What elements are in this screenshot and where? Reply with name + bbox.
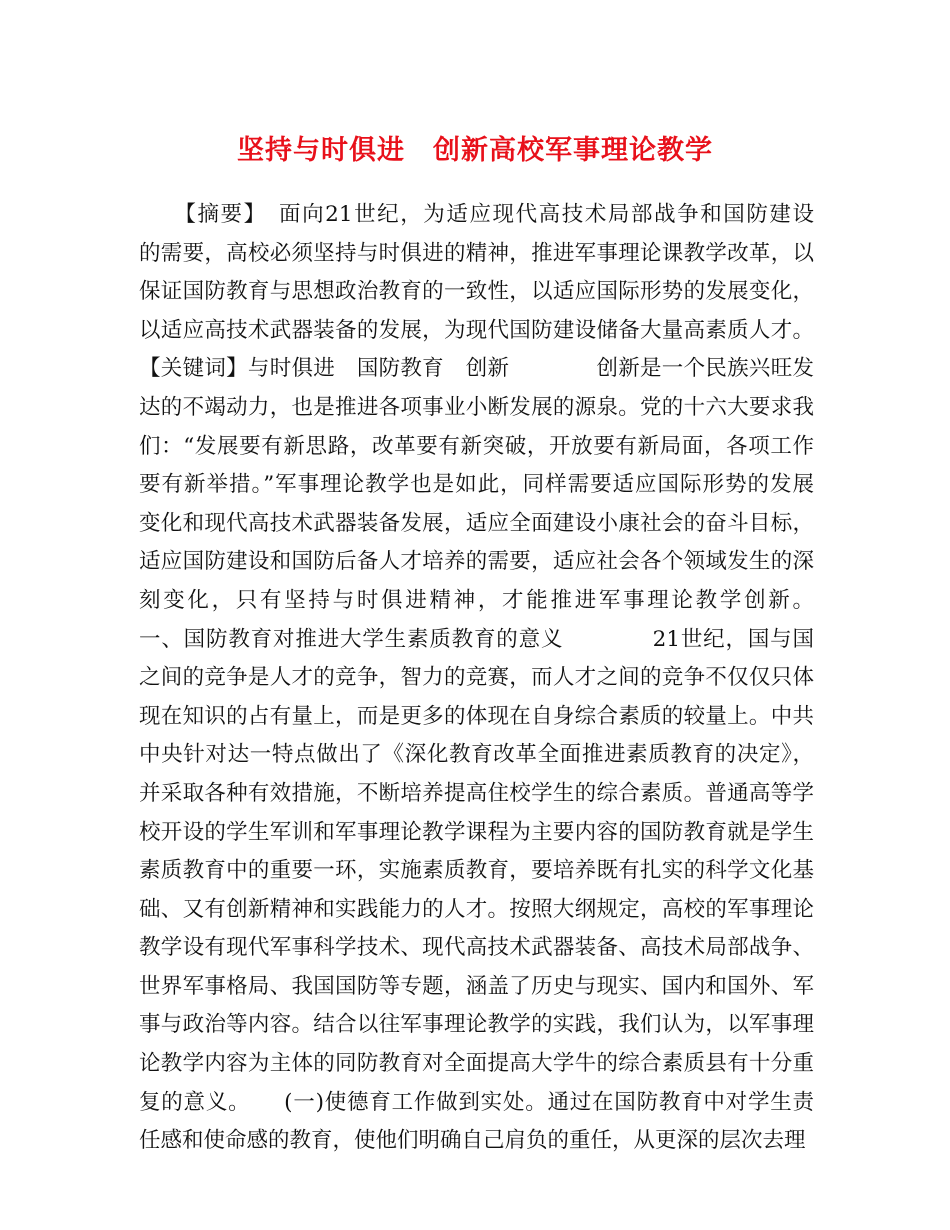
body-line: 的需要，高校必须坚持与时俱进的精神，推进军事理论课教学改革，以 (139, 240, 814, 266)
body-line: 世界军事格局、我国国防等专题，涵盖了历史与现实、国内和国外、军 (139, 973, 814, 999)
body-line: 础、又有创新精神和实践能力的人才。按照大纲规定，高校的军事理论 (139, 896, 814, 922)
body-line: 以适应高技术武器装备的发展，为现代国防建设储备大量高素质人才。 (139, 317, 814, 343)
body-line: 论教学内容为主体的同防教育对全面提高大学牛的综合素质县有十分重 (139, 1051, 814, 1077)
body-line: 校开设的学生军训和军事理论教学课程为主要内容的国防教育就是学生 (139, 819, 814, 845)
body-line: 复的意义。 (一)使德育工作做到实处。通过在国防教育中对学生责 (139, 1089, 814, 1115)
body-line: 【关键词】与时俱进 国防教育 创新 创新是一个民族兴旺发 (139, 356, 814, 382)
body-line: 并采取各种有效措施，不断培养提高住校学生的综合素质。普通高等学 (139, 780, 814, 806)
body-line: 任感和使命感的教育，使他们明确自己肩负的重任，从更深的层次去理 (139, 1128, 806, 1154)
body-line: 之间的竞争是人才的竞争，智力的竞赛，而人才之间的竞争不仅仅只体 (139, 665, 814, 691)
body-line: 一、国防教育对推进大学生素质教育的意义 21世纪，国与国 (139, 626, 814, 652)
document-body (139, 196, 814, 1161)
body-line: 【摘要】 面向21世纪，为适应现代高技术局部战争和国防建设 (139, 202, 814, 227)
body-line: 现在知识的占有量上，而是更多的体现在自身综合素质的较量上。中共 (139, 703, 814, 729)
document-title: 坚持与时俱进 创新高校军事理论教学 (237, 135, 713, 166)
body-line: 变化和现代高技术武器装备发展，适应全面建设小康社会的奋斗目标， (139, 510, 814, 536)
body-line: 要有新举措。”军事理论教学也是如此，同样需要适应国际形势的发展 (139, 472, 814, 498)
body-line: 刻变化，只有坚持与时俱进精神，才能推进军事理论教学创新。 (139, 587, 814, 613)
body-line: 素质教育中的重要一环，实施素质教育，要培养既有扎实的科学文化基 (139, 858, 814, 884)
body-line: 教学设有现代军事科学技术、现代高技术武器装备、高技术局部战争、 (139, 935, 814, 961)
body-line: 达的不竭动力，也是推进各项事业小断发展的源泉。党的十六大要求我 (139, 394, 814, 420)
body-line: 保证国防教育与思想政治教育的一致性，以适应国际形势的发展变化， (139, 279, 814, 305)
body-line: 们：“发展要有新思路，改革要有新突破，开放要有新局面，各项工作 (139, 433, 814, 459)
body-line: 中央针对达一特点做出了《深化教育改革全面推进素质教育的决定》， (139, 742, 814, 768)
body-line: 事与政治等内容。结合以往军事理论教学的实践，我们认为，以军事理 (139, 1012, 814, 1038)
body-line: 适应国防建设和国防后备人才培养的需要，适应社会各个领域发生的深 (139, 549, 814, 575)
